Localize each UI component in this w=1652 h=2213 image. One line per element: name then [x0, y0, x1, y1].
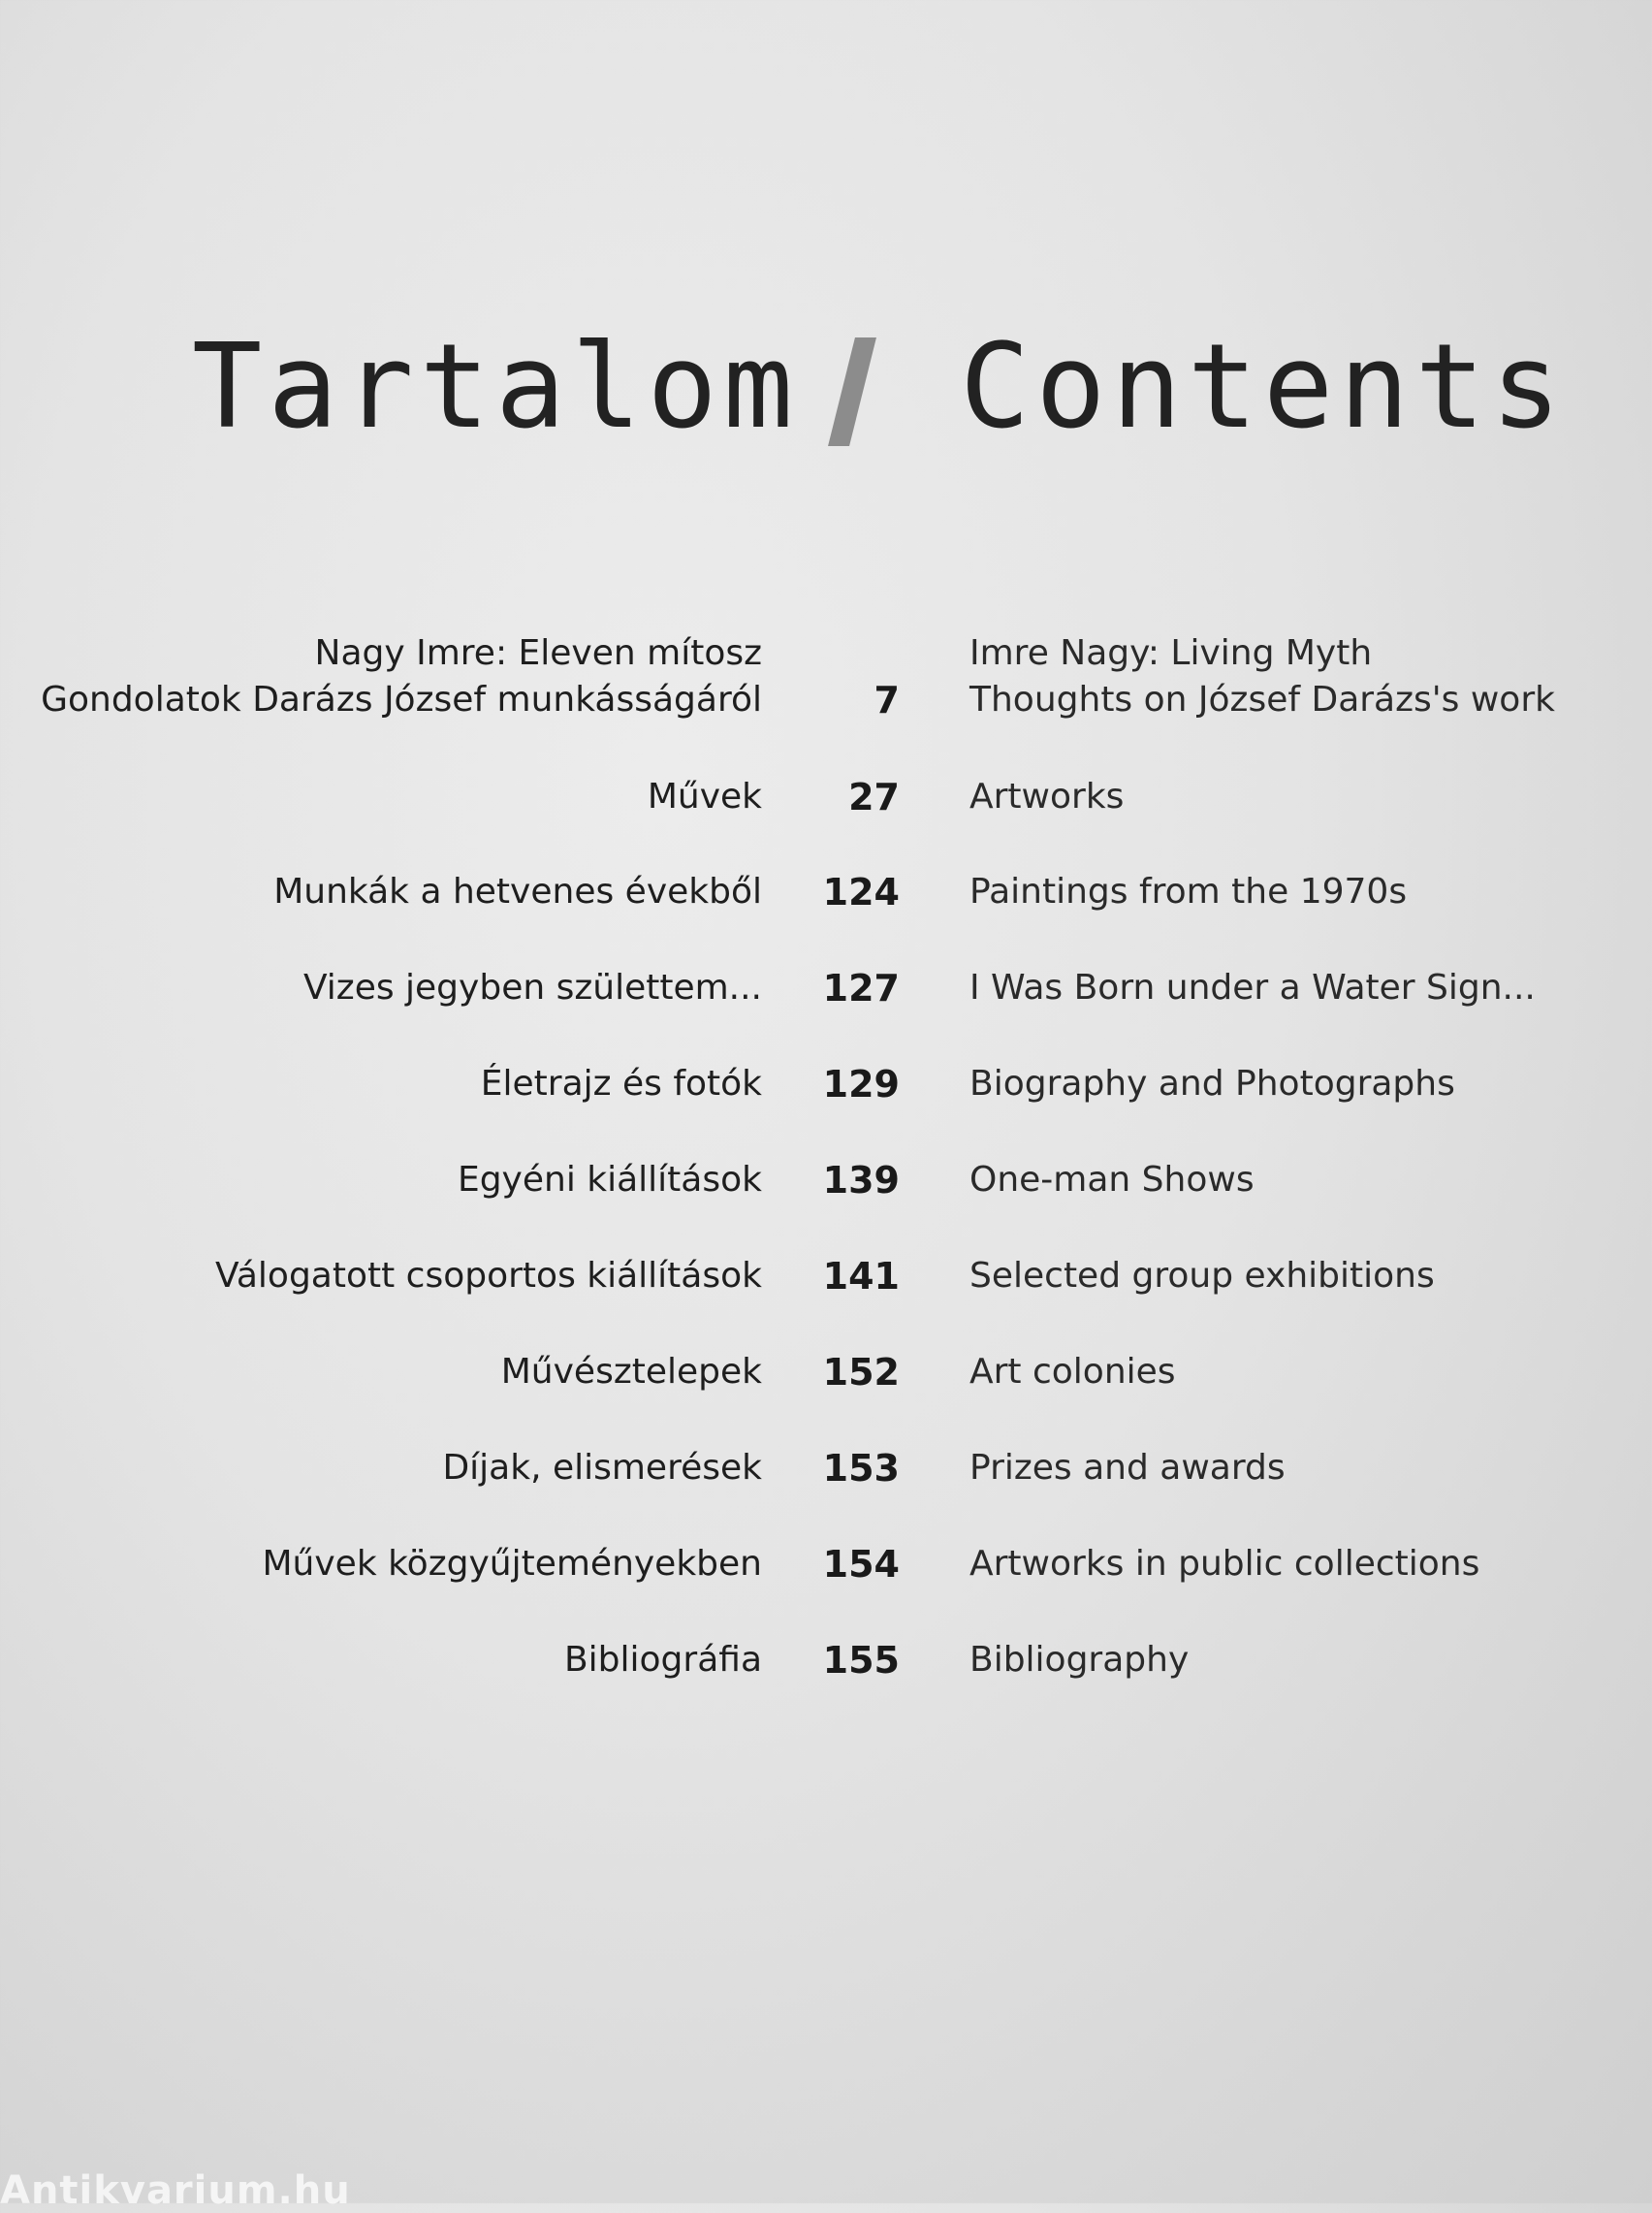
toc-hungarian-title: Válogatott csoportos kiállítások	[215, 1256, 762, 1296]
toc-english-title: I Was Born under a Water Sign...	[969, 968, 1536, 1008]
toc-english-title: One-man Shows	[969, 1160, 1255, 1200]
toc-page-number: 154	[822, 1543, 900, 1586]
toc-hungarian-title: Egyéni kiállítások	[457, 1160, 762, 1200]
toc-english-title	[969, 630, 1555, 723]
toc-english-title: Selected group exhibitions	[969, 1256, 1435, 1296]
toc-page-number: 124	[822, 871, 900, 914]
toc-hungarian-title: Bibliográfia	[563, 1640, 762, 1680]
toc-hungarian-title: Művek	[647, 777, 762, 817]
toc-english-title: Bibliography	[969, 1640, 1190, 1680]
toc-hungarian-line: Gondolatok Darázs József munkásságáról	[41, 680, 762, 720]
page-title	[0, 320, 1652, 456]
toc-hungarian-title: Vizes jegyben születtem...	[302, 968, 762, 1008]
toc-page-number: 152	[822, 1351, 900, 1394]
title-english: Contents	[960, 320, 1567, 455]
toc-hungarian-line: Nagy Imre: Eleven mítosz	[314, 633, 762, 673]
toc-page-number: 127	[822, 967, 900, 1010]
title-slash-divider	[828, 337, 876, 446]
toc-english-title: Biography and Photographs	[969, 1064, 1455, 1104]
toc-hungarian-title: Művésztelepek	[500, 1352, 762, 1392]
toc-page-number: 153	[822, 1447, 900, 1490]
watermark-text: Antikvarium.hu	[0, 2168, 351, 2213]
toc-page-number: 139	[822, 1159, 900, 1202]
toc-page-number: 141	[822, 1255, 900, 1298]
toc-hungarian-title: Művek közgyűjteményekben	[262, 1544, 762, 1584]
toc-english-title: Paintings from the 1970s	[969, 872, 1408, 912]
toc-hungarian-title: Életrajz és fotók	[480, 1064, 762, 1104]
toc-english-title: Artworks in public collections	[969, 1544, 1480, 1584]
toc-english-title: Artworks	[969, 777, 1125, 817]
toc-english-title: Prizes and awards	[969, 1448, 1286, 1488]
toc-page-number: 7	[874, 679, 900, 722]
toc-page-number: 155	[822, 1639, 900, 1682]
toc-hungarian-title: Díjak, elismerések	[442, 1448, 762, 1488]
toc-hungarian-title	[41, 630, 762, 723]
toc-hungarian-title: Munkák a hetvenes évekből	[273, 872, 762, 912]
toc-page-number: 129	[822, 1063, 900, 1106]
toc-english-line: Imre Nagy: Living Myth	[969, 633, 1373, 673]
title-hungarian: Tartalom	[192, 320, 799, 455]
toc-english-title: Art colonies	[969, 1352, 1176, 1392]
toc-page-number: 27	[848, 776, 900, 818]
toc-english-line: Thoughts on József Darázs's work	[969, 680, 1555, 720]
